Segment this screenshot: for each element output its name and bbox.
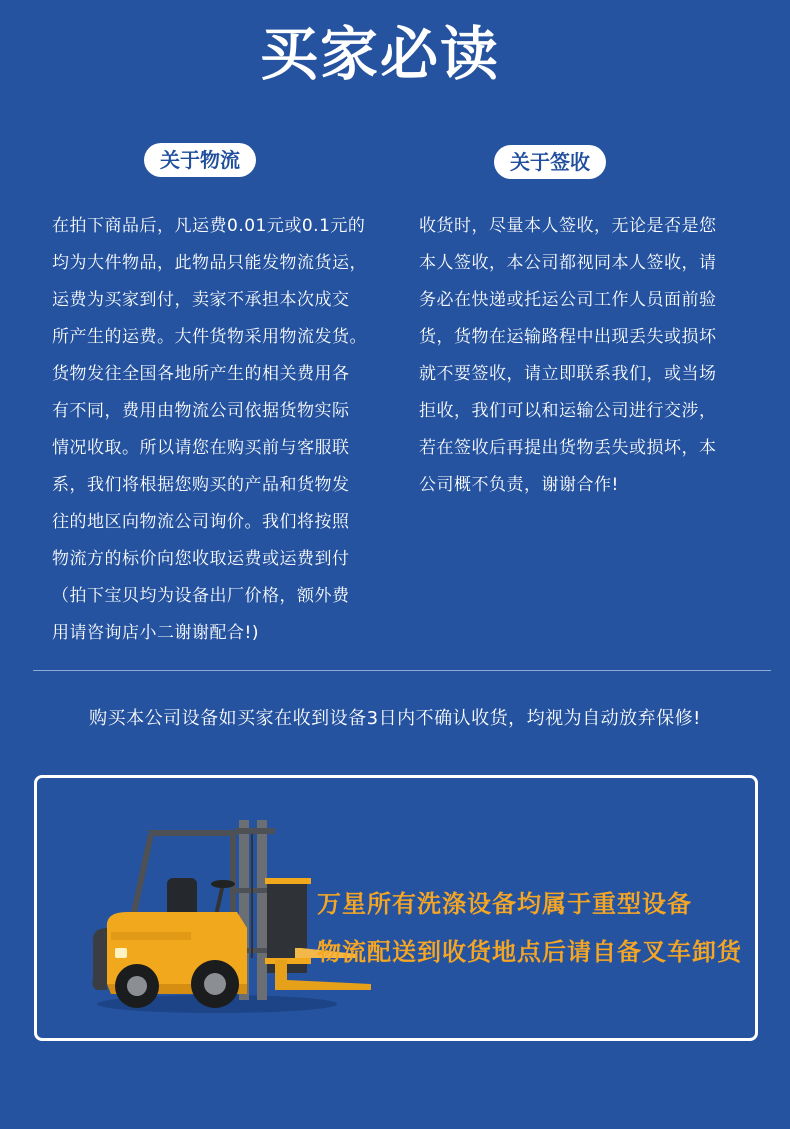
logistics-line: 系，我们将根据您购买的产品和货物发 — [52, 475, 350, 495]
receipt-text — [419, 208, 764, 504]
receipt-line: 若在签收后再提出货物丢失或损坏，本 — [419, 438, 717, 458]
forklift-unload-line: 物流配送到收货地点后请自备叉车卸货 — [317, 938, 742, 966]
logistics-line: 运费为买家到付，卖家不承担本次成交 — [52, 290, 350, 310]
warranty-notice: 购买本公司设备如买家在收到设备3日内不确认收货，均视为自动放弃保修! — [89, 708, 701, 729]
receipt-line: 收货时，尽量本人签收，无论是否是您 — [419, 216, 717, 236]
receipt-line: 务必在快递或托运公司工作人员面前验 — [419, 290, 717, 310]
heavy-equipment-box — [34, 775, 758, 1041]
box-text — [317, 880, 742, 976]
receipt-line: 货，货物在运输路程中出现丢失或损坏 — [419, 327, 717, 347]
logistics-line: 均为大件物品，此物品只能发物流货运， — [52, 253, 367, 273]
logistics-heading: 关于物流 — [144, 143, 256, 177]
logistics-line: 货物发往全国各地所产生的相关费用各 — [52, 364, 350, 384]
logistics-text — [52, 208, 400, 652]
logistics-line: 情况收取。所以请您在购买前与客服联 — [52, 438, 350, 458]
logistics-line: 所产生的运费。大件货物采用物流发货。 — [52, 327, 367, 347]
receipt-line: 就不要签收，请立即联系我们，或当场 — [419, 364, 717, 384]
logistics-line: 用请咨询店小二谢谢配合!) — [52, 623, 259, 643]
logistics-line: 往的地区向物流公司询价。我们将按照 — [52, 512, 350, 532]
page-title: 买家必读 — [259, 20, 500, 88]
logistics-line: （拍下宝贝均为设备出厂价格，额外费 — [52, 586, 350, 606]
receipt-line: 公司概不负责，谢谢合作! — [419, 475, 619, 495]
logistics-line: 物流方的标价向您收取运费或运费到付 — [52, 549, 350, 569]
receipt-line: 拒收，我们可以和运输公司进行交涉， — [419, 401, 717, 421]
receipt-heading: 关于签收 — [494, 145, 606, 179]
heavy-equipment-line: 万星所有洗涤设备均属于重型设备 — [317, 890, 692, 918]
section-divider — [33, 670, 771, 671]
receipt-line: 本人签收，本公司都视同本人签收，请 — [419, 253, 717, 273]
logistics-line: 有不同，费用由物流公司依据货物实际 — [52, 401, 350, 421]
logistics-line: 在拍下商品后，凡运费0.01元或0.1元的 — [52, 216, 366, 236]
